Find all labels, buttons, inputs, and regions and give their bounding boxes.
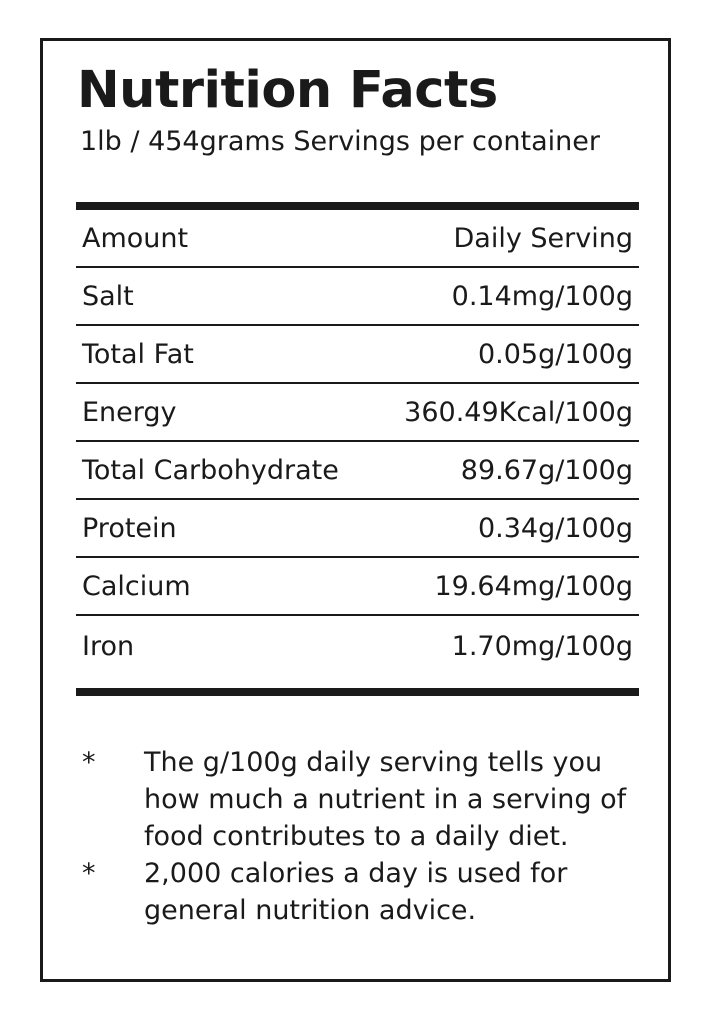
footnote-asterisk: *: [82, 747, 96, 778]
top-thick-divider: [76, 202, 639, 210]
footnote-calories: [82, 855, 642, 929]
label-title: Nutrition Facts: [77, 61, 498, 120]
nutrient-name: Salt: [82, 280, 134, 312]
nutrient-value: 89.67g/100g: [460, 454, 633, 486]
nutrient-value: 0.34g/100g: [477, 512, 633, 544]
footnote-asterisk: *: [82, 858, 96, 889]
nutrient-value: 0.05g/100g: [477, 338, 633, 370]
nutrient-value: 19.64mg/100g: [434, 570, 633, 602]
nutrient-name: Total Carbohydrate: [82, 454, 339, 486]
nutrient-name: Calcium: [82, 570, 191, 602]
nutrient-value: 360.49Kcal/100g: [404, 396, 633, 428]
bottom-thick-divider: [76, 688, 639, 696]
label-subtitle: 1lb / 454grams Servings per container: [80, 126, 600, 157]
table-row-protein: [76, 500, 639, 558]
footnote-daily-serving: [82, 744, 642, 855]
header-daily-serving: Daily Serving: [453, 222, 633, 254]
table-header-row: [76, 210, 639, 268]
footnote-text: The g/100g daily serving tells you how much a nutrient in a serving of food contributes to a daily diet.: [144, 747, 627, 852]
header-amount: Amount: [82, 222, 189, 254]
table-row-salt: [76, 268, 639, 326]
nutrition-table: [76, 210, 639, 676]
nutrient-name: Iron: [82, 630, 135, 662]
table-row-total-carbohydrate: [76, 442, 639, 500]
nutrient-name: Total Fat: [82, 338, 194, 370]
table-row-energy: [76, 384, 639, 442]
nutrient-name: Protein: [82, 512, 177, 544]
table-row-calcium: [76, 558, 639, 616]
table-row-iron: [76, 616, 639, 676]
footnotes: [82, 744, 642, 929]
nutrient-value: 0.14mg/100g: [451, 280, 633, 312]
table-row-total-fat: [76, 326, 639, 384]
footnote-text: 2,000 calories a day is used for general nutrition advice.: [144, 858, 568, 926]
nutrient-name: Energy: [82, 396, 177, 428]
nutrient-value: 1.70mg/100g: [451, 630, 633, 662]
